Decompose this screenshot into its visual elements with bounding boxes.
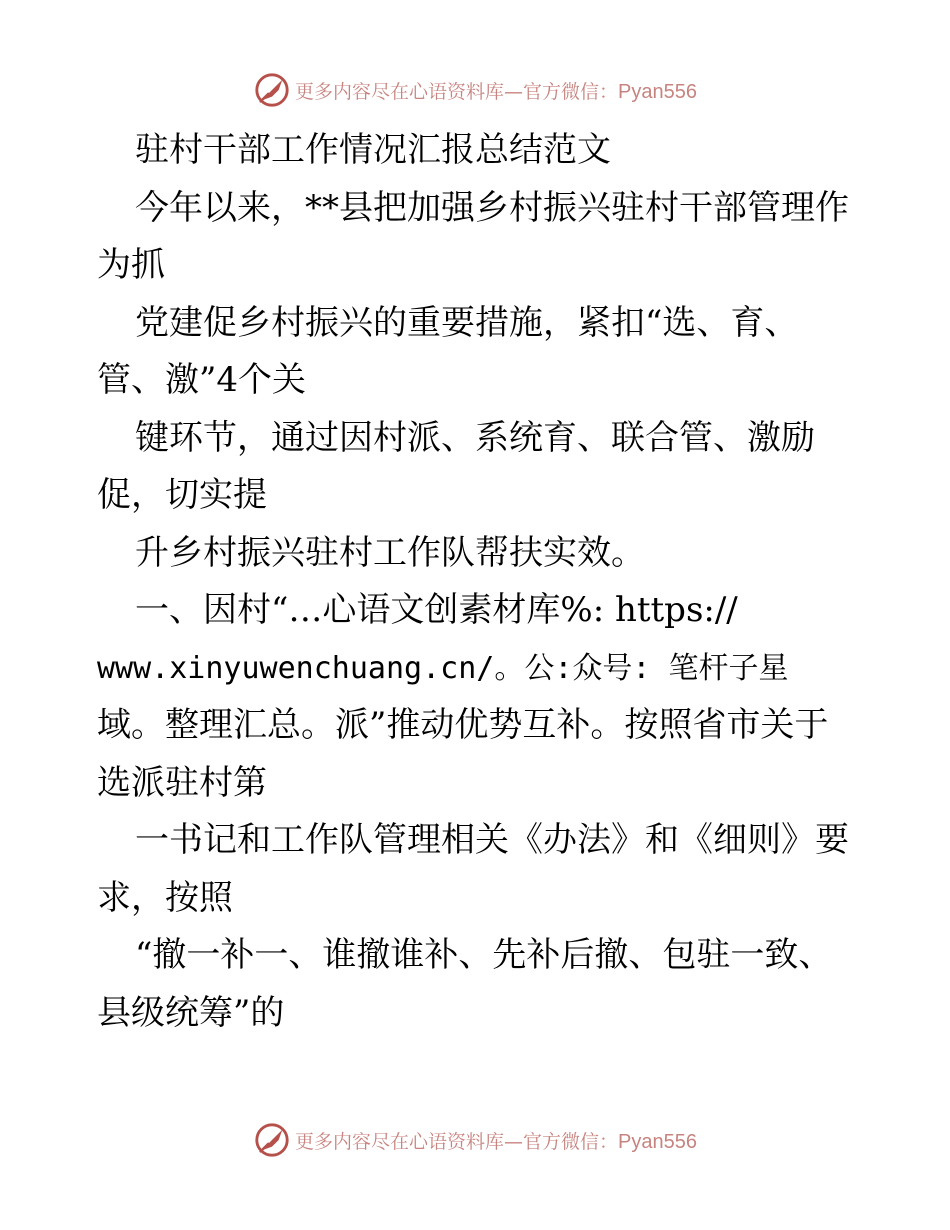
paragraph-line: 县级统筹”的 bbox=[97, 992, 285, 1033]
section-heading: 一、因村“…心语文创素材库%: https:// bbox=[135, 590, 738, 630]
wechat-id: Pyan556 bbox=[618, 80, 697, 103]
paragraph-line: 党建促乡村振兴的重要措施，紧扣“选、育、 bbox=[135, 302, 799, 343]
paragraph-line: 为抓 bbox=[97, 245, 165, 285]
quill-logo-icon bbox=[253, 1121, 291, 1159]
paragraph-line: 升乡村振兴驻村工作队帮扶实效。 bbox=[135, 532, 645, 573]
watermark-text: 更多内容尽在心语资料库—官方微信：Pyan556 bbox=[295, 80, 697, 103]
paragraph-line: 选派驻村第 bbox=[97, 762, 267, 803]
paragraph-line: 一书记和工作队管理相关《办法》和《细则》要 bbox=[135, 820, 849, 860]
document-title: 驻村干部工作情况汇报总结范文 bbox=[135, 130, 611, 170]
watermark-text: 更多内容尽在心语资料库—官方微信：Pyan556 bbox=[295, 1130, 697, 1153]
paragraph-line: 键环节，通过因村派、系统育、联合管、激励 bbox=[135, 417, 815, 458]
paragraph-line: 促，切实提 bbox=[97, 475, 267, 515]
paragraph-line: 求，按照 bbox=[97, 877, 233, 918]
quill-logo-icon bbox=[253, 71, 291, 109]
footer-watermark bbox=[0, 1120, 950, 1160]
paragraph-line: 管、激”4个关 bbox=[97, 360, 307, 400]
paragraph-line: www.xinyuwenchuang.cn/。公:众号: 笔杆子星 bbox=[97, 650, 789, 686]
paragraph-line: 今年以来，**县把加强乡村振兴驻村干部管理作 bbox=[135, 187, 849, 228]
wechat-id: Pyan556 bbox=[618, 1130, 697, 1153]
header-watermark bbox=[0, 70, 950, 110]
document-body bbox=[97, 122, 867, 1042]
paragraph-line: 域。整理汇总。派”推动优势互补。按照省市关于 bbox=[97, 705, 829, 745]
paragraph-line: “撤一补一、谁撤谁补、先补后撤、包驻一致、 bbox=[135, 935, 833, 975]
